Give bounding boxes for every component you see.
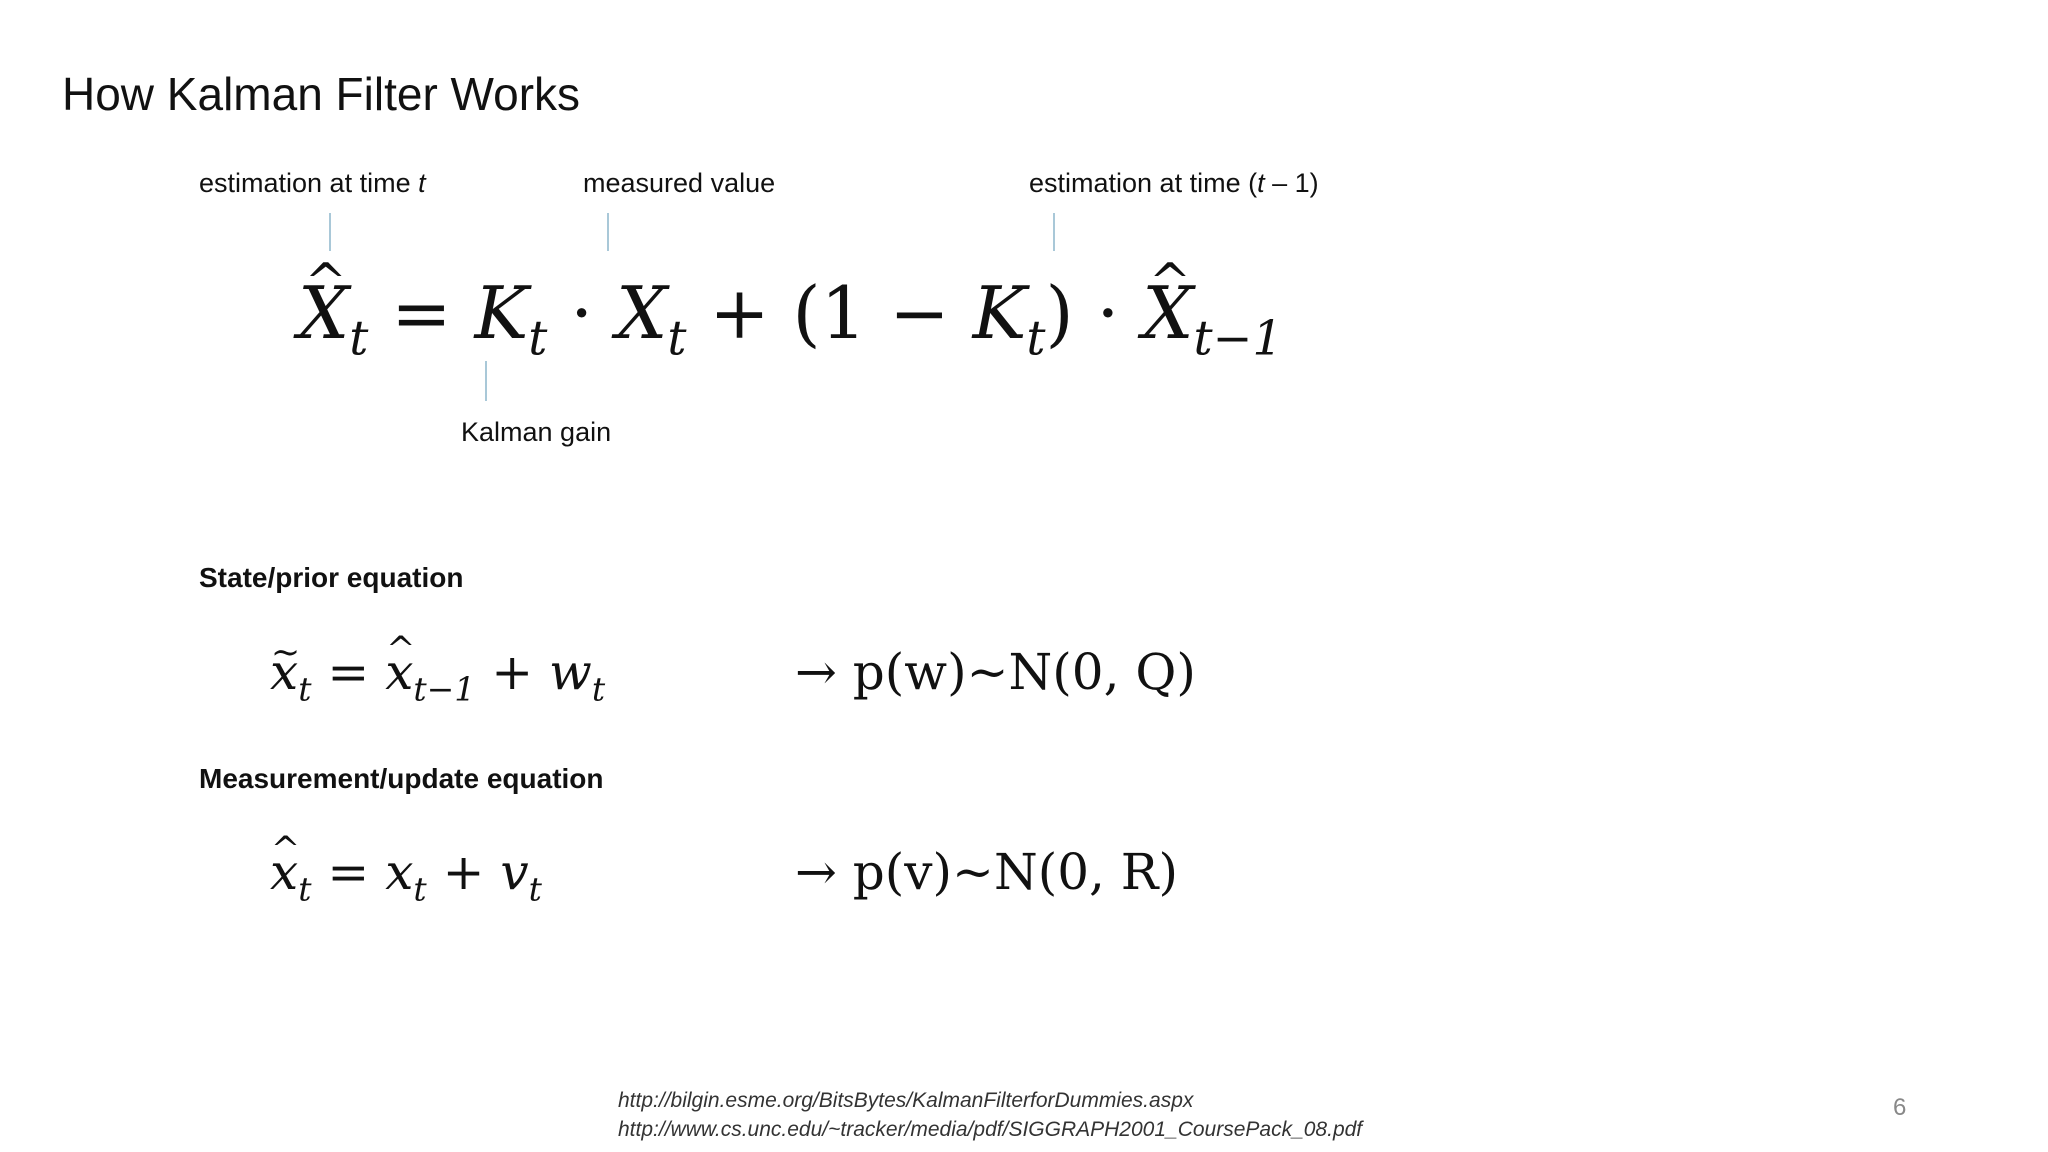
measurement-equation [270, 840, 542, 909]
x-tilde: ~ x [270, 640, 298, 704]
slide-title: How Kalman Filter Works [62, 68, 581, 120]
page-number: 6 [1893, 1094, 1907, 1121]
close-paren: ) [1045, 271, 1074, 355]
label-var: t [1257, 168, 1265, 198]
subscript: t [528, 311, 548, 367]
v-var: v [500, 843, 529, 901]
pointer-line-kalman-gain [485, 361, 487, 401]
plus-sign: + [709, 271, 770, 355]
subscript: t [1026, 311, 1046, 367]
subscript: t [298, 669, 312, 709]
label-estimation-at-time-t [199, 166, 426, 200]
w-var: w [549, 643, 592, 701]
reference-link-2[interactable]: http://www.cs.unc.edu/~tracker/media/pdf/SIGGRAPH2001_CoursePack_08.pdf [618, 1118, 1363, 1141]
dot-operator: · [570, 271, 594, 355]
kalman-main-equation [298, 268, 1283, 367]
x-hat-prev: ^ X [1142, 268, 1193, 358]
subscript: t [591, 669, 606, 709]
x-hat: ^ x [270, 840, 298, 904]
subscript: t−1 [413, 669, 476, 709]
subscript: t [298, 869, 312, 909]
pointer-line-estimation-t-1 [1053, 213, 1055, 251]
k-var: K [474, 271, 529, 355]
subscript: t [528, 869, 542, 909]
measurement-equation-heading: Measurement/update equation [199, 763, 604, 794]
label-kalman-gain: Kalman gain [461, 417, 612, 447]
label-measured-value: measured value [583, 168, 776, 198]
open-paren: (1 − [792, 271, 950, 355]
dot-operator: · [1096, 271, 1120, 355]
subscript: t [349, 311, 369, 367]
label-text: estimation at time ( [1029, 168, 1258, 198]
label-estimation-at-time-t-minus-1 [1029, 166, 1319, 200]
plus-sign: + [491, 643, 534, 701]
subscript: t [667, 311, 687, 367]
state-equation [270, 640, 606, 709]
equals-sign: = [327, 643, 370, 701]
process-noise-distribution: → p(w)~N(0, Q) [795, 643, 1196, 701]
x-hat: ^ X [298, 268, 349, 358]
pointer-line-measured [607, 213, 609, 251]
subscript: t−1 [1193, 311, 1283, 367]
subscript: t [413, 869, 427, 909]
label-var: t [418, 168, 426, 198]
x-var: X [616, 271, 668, 355]
k-var: K [972, 271, 1027, 355]
equals-sign: = [391, 271, 452, 355]
x-hat-prev: ^ x [385, 640, 413, 704]
x-var: x [385, 843, 414, 901]
equals-sign: = [327, 843, 370, 901]
label-text: estimation at time [199, 168, 419, 198]
reference-link-1[interactable]: http://bilgin.esme.org/BitsBytes/KalmanFilterforDummies.aspx [618, 1089, 1194, 1112]
label-text: – 1) [1264, 168, 1319, 198]
measurement-noise-distribution: → p(v)~N(0, R) [795, 843, 1178, 901]
plus-sign: + [442, 843, 485, 901]
state-equation-heading: State/prior equation [199, 562, 464, 593]
